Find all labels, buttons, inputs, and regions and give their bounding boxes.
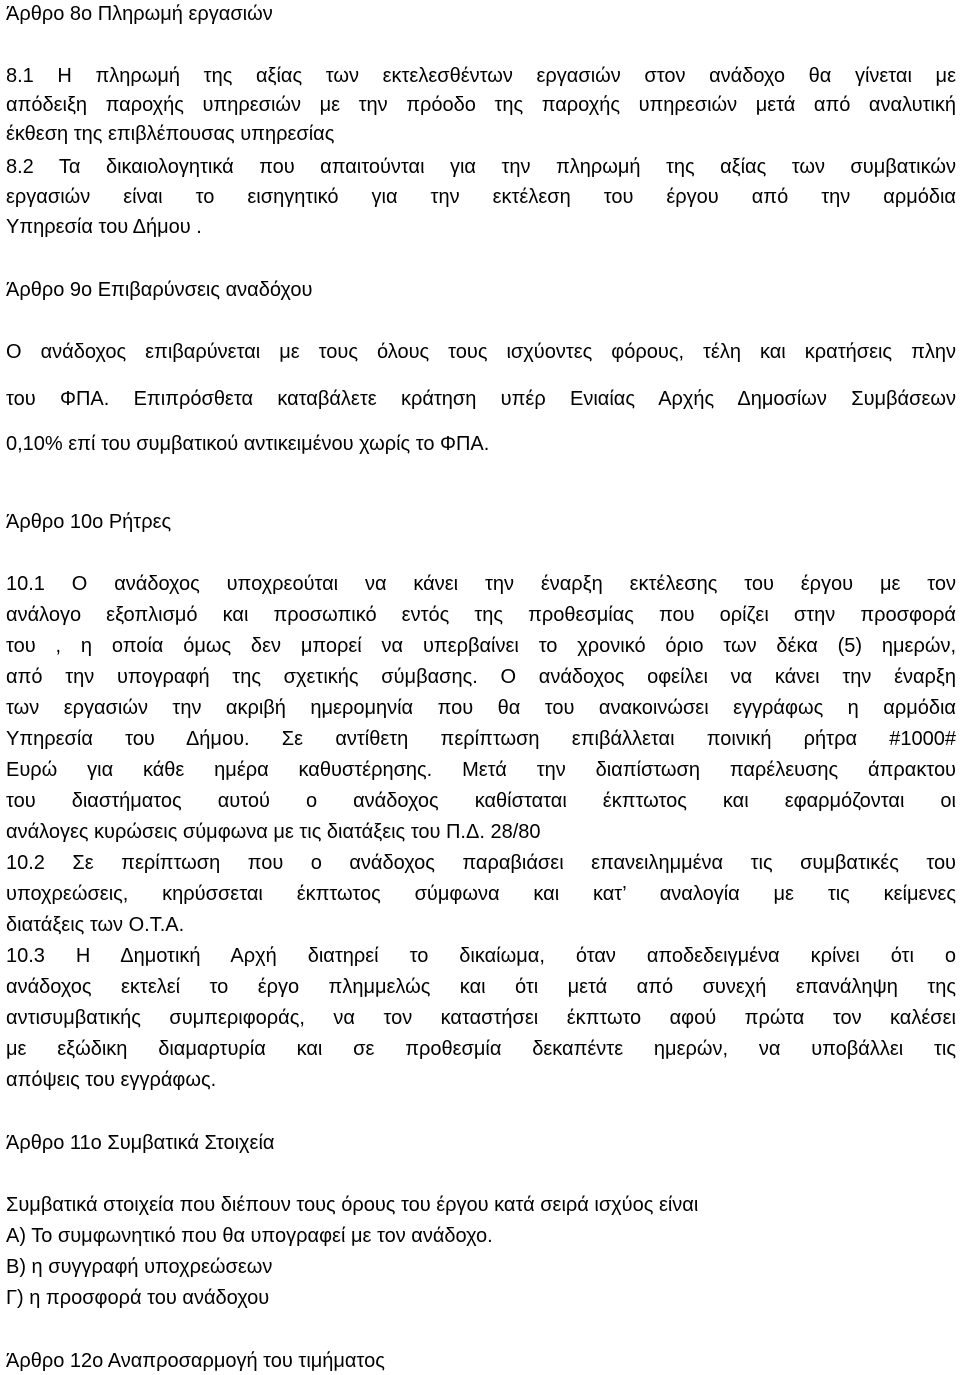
paragraph-line: Υπηρεσία του Δήμου . <box>6 216 202 238</box>
paragraph-line: του διαστήματος αυτού ο ανάδοχος καθίσταται έκπτωτος και εφαρμόζονται οι <box>6 790 956 812</box>
paragraph-line: ανάλογες κυρώσεις σύμφωνα με τις διατάξεις του Π.Δ. 28/80 <box>6 821 541 843</box>
paragraph-line: Ο ανάδοχος επιβαρύνεται με τους όλους τους ισχύοντες φόρους, τέλη και κρατήσεις πλην <box>6 341 956 363</box>
paragraph-line: Υπηρεσία του Δήμου. Σε αντίθετη περίπτωση επιβάλλεται ποινική ρήτρα #1000# <box>6 728 956 750</box>
paragraph-line: με εξώδικη διαμαρτυρία και σε προθεσμία δεκαπέντε ημερών, να υποβάλλει τις <box>6 1038 956 1060</box>
paragraph-line: 8.2 Τα δικαιολογητικά που απαιτούνται για την πληρωμή της αξίας των συμβατικών <box>6 156 956 178</box>
paragraph-line: 8.1 Η πληρωμή της αξίας των εκτελεσθέντων εργασιών στον ανάδοχο θα γίνεται με <box>6 65 956 87</box>
paragraph-line: 10.1 Ο ανάδοχος υποχρεούται να κάνει την έναρξη εκτέλεσης του έργου με τον <box>6 573 956 595</box>
article-9-heading: Άρθρο 9ο Επιβαρύνσεις αναδόχου <box>6 279 313 301</box>
paragraph-line: υποχρεώσεις, κηρύσσεται έκπτωτος σύμφωνα και κατ’ αναλογία με τις κείμενες <box>6 883 956 905</box>
paragraph-line: του , η οποία όμως δεν μπορεί να υπερβαίνει το χρονικό όριο των δέκα (5) ημερών, <box>6 635 956 657</box>
paragraph-line: αντισυμβατικής συμπεριφοράς, να τον καταστήσει έκπτωτο αφού πρώτα τον καλέσει <box>6 1007 956 1029</box>
list-item: Β) η συγγραφή υποχρεώσεων <box>6 1256 273 1278</box>
paragraph-line: ανάλογο εξοπλισμό και προσωπικό εντός της προθεσμίας που ορίζει στην προσφορά <box>6 604 956 626</box>
paragraph-line: απόψεις του εγγράφως. <box>6 1069 217 1091</box>
paragraph-line: από την υπογραφή της σχετικής σύμβασης. Ο ανάδοχος οφείλει να κάνει την έναρξη <box>6 666 956 688</box>
paragraph-line: απόδειξη παροχής υπηρεσιών με την πρόοδο της παροχής υπηρεσιών μετά από αναλυτική <box>6 94 956 116</box>
paragraph-line: 10.3 Η Δημοτική Αρχή διατηρεί το δικαίωμα, όταν αποδεδειγμένα κρίνει ότι ο <box>6 945 956 967</box>
paragraph-line: Ευρώ για κάθε ημέρα καθυστέρησης. Μετά την διαπίστωση παρέλευσης άπρακτου <box>6 759 956 781</box>
article-8-heading: Άρθρο 8ο Πληρωμή εργασιών <box>6 3 273 25</box>
paragraph-line: ανάδοχος εκτελεί το έργο πλημμελώς και ότι μετά από συνεχή επανάληψη της <box>6 976 956 998</box>
paragraph-line: Συμβατικά στοιχεία που διέπουν τους όρους του έργου κατά σειρά ισχύος είναι <box>6 1194 699 1216</box>
article-11-heading: Άρθρο 11ο Συμβατικά Στοιχεία <box>6 1132 275 1154</box>
list-item: Α) Το συμφωνητικό που θα υπογραφεί με τον ανάδοχο. <box>6 1225 493 1247</box>
paragraph-line: 10.2 Σε περίπτωση που ο ανάδοχος παραβιάσει επανειλημμένα τις συμβατικές του <box>6 852 956 874</box>
paragraph-line: εργασιών είναι το εισηγητικό για την εκτέλεση του έργου από την αρμόδια <box>6 186 956 208</box>
article-12-heading: Άρθρο 12ο Αναπροσαρμογή του τιμήματος <box>6 1350 385 1372</box>
paragraph-line: 0,10% επί του συμβατικού αντικειμένου χωρίς το ΦΠΑ. <box>6 433 490 455</box>
paragraph-line: έκθεση της επιβλέπουσας υπηρεσίας <box>6 123 335 145</box>
paragraph-line: του ΦΠΑ. Επιπρόσθετα καταβάλετε κράτηση υπέρ Ενιαίας Αρχής Δημοσίων Συμβάσεων <box>6 388 956 410</box>
article-10-heading: Άρθρο 10ο Ρήτρες <box>6 511 172 533</box>
list-item: Γ) η προσφορά του ανάδοχου <box>6 1287 270 1309</box>
paragraph-line: των εργασιών την ακριβή ημερομηνία που θα του ανακοινώσει εγγράφως η αρμόδια <box>6 697 956 719</box>
paragraph-line: διατάξεις των Ο.Τ.Α. <box>6 914 185 936</box>
